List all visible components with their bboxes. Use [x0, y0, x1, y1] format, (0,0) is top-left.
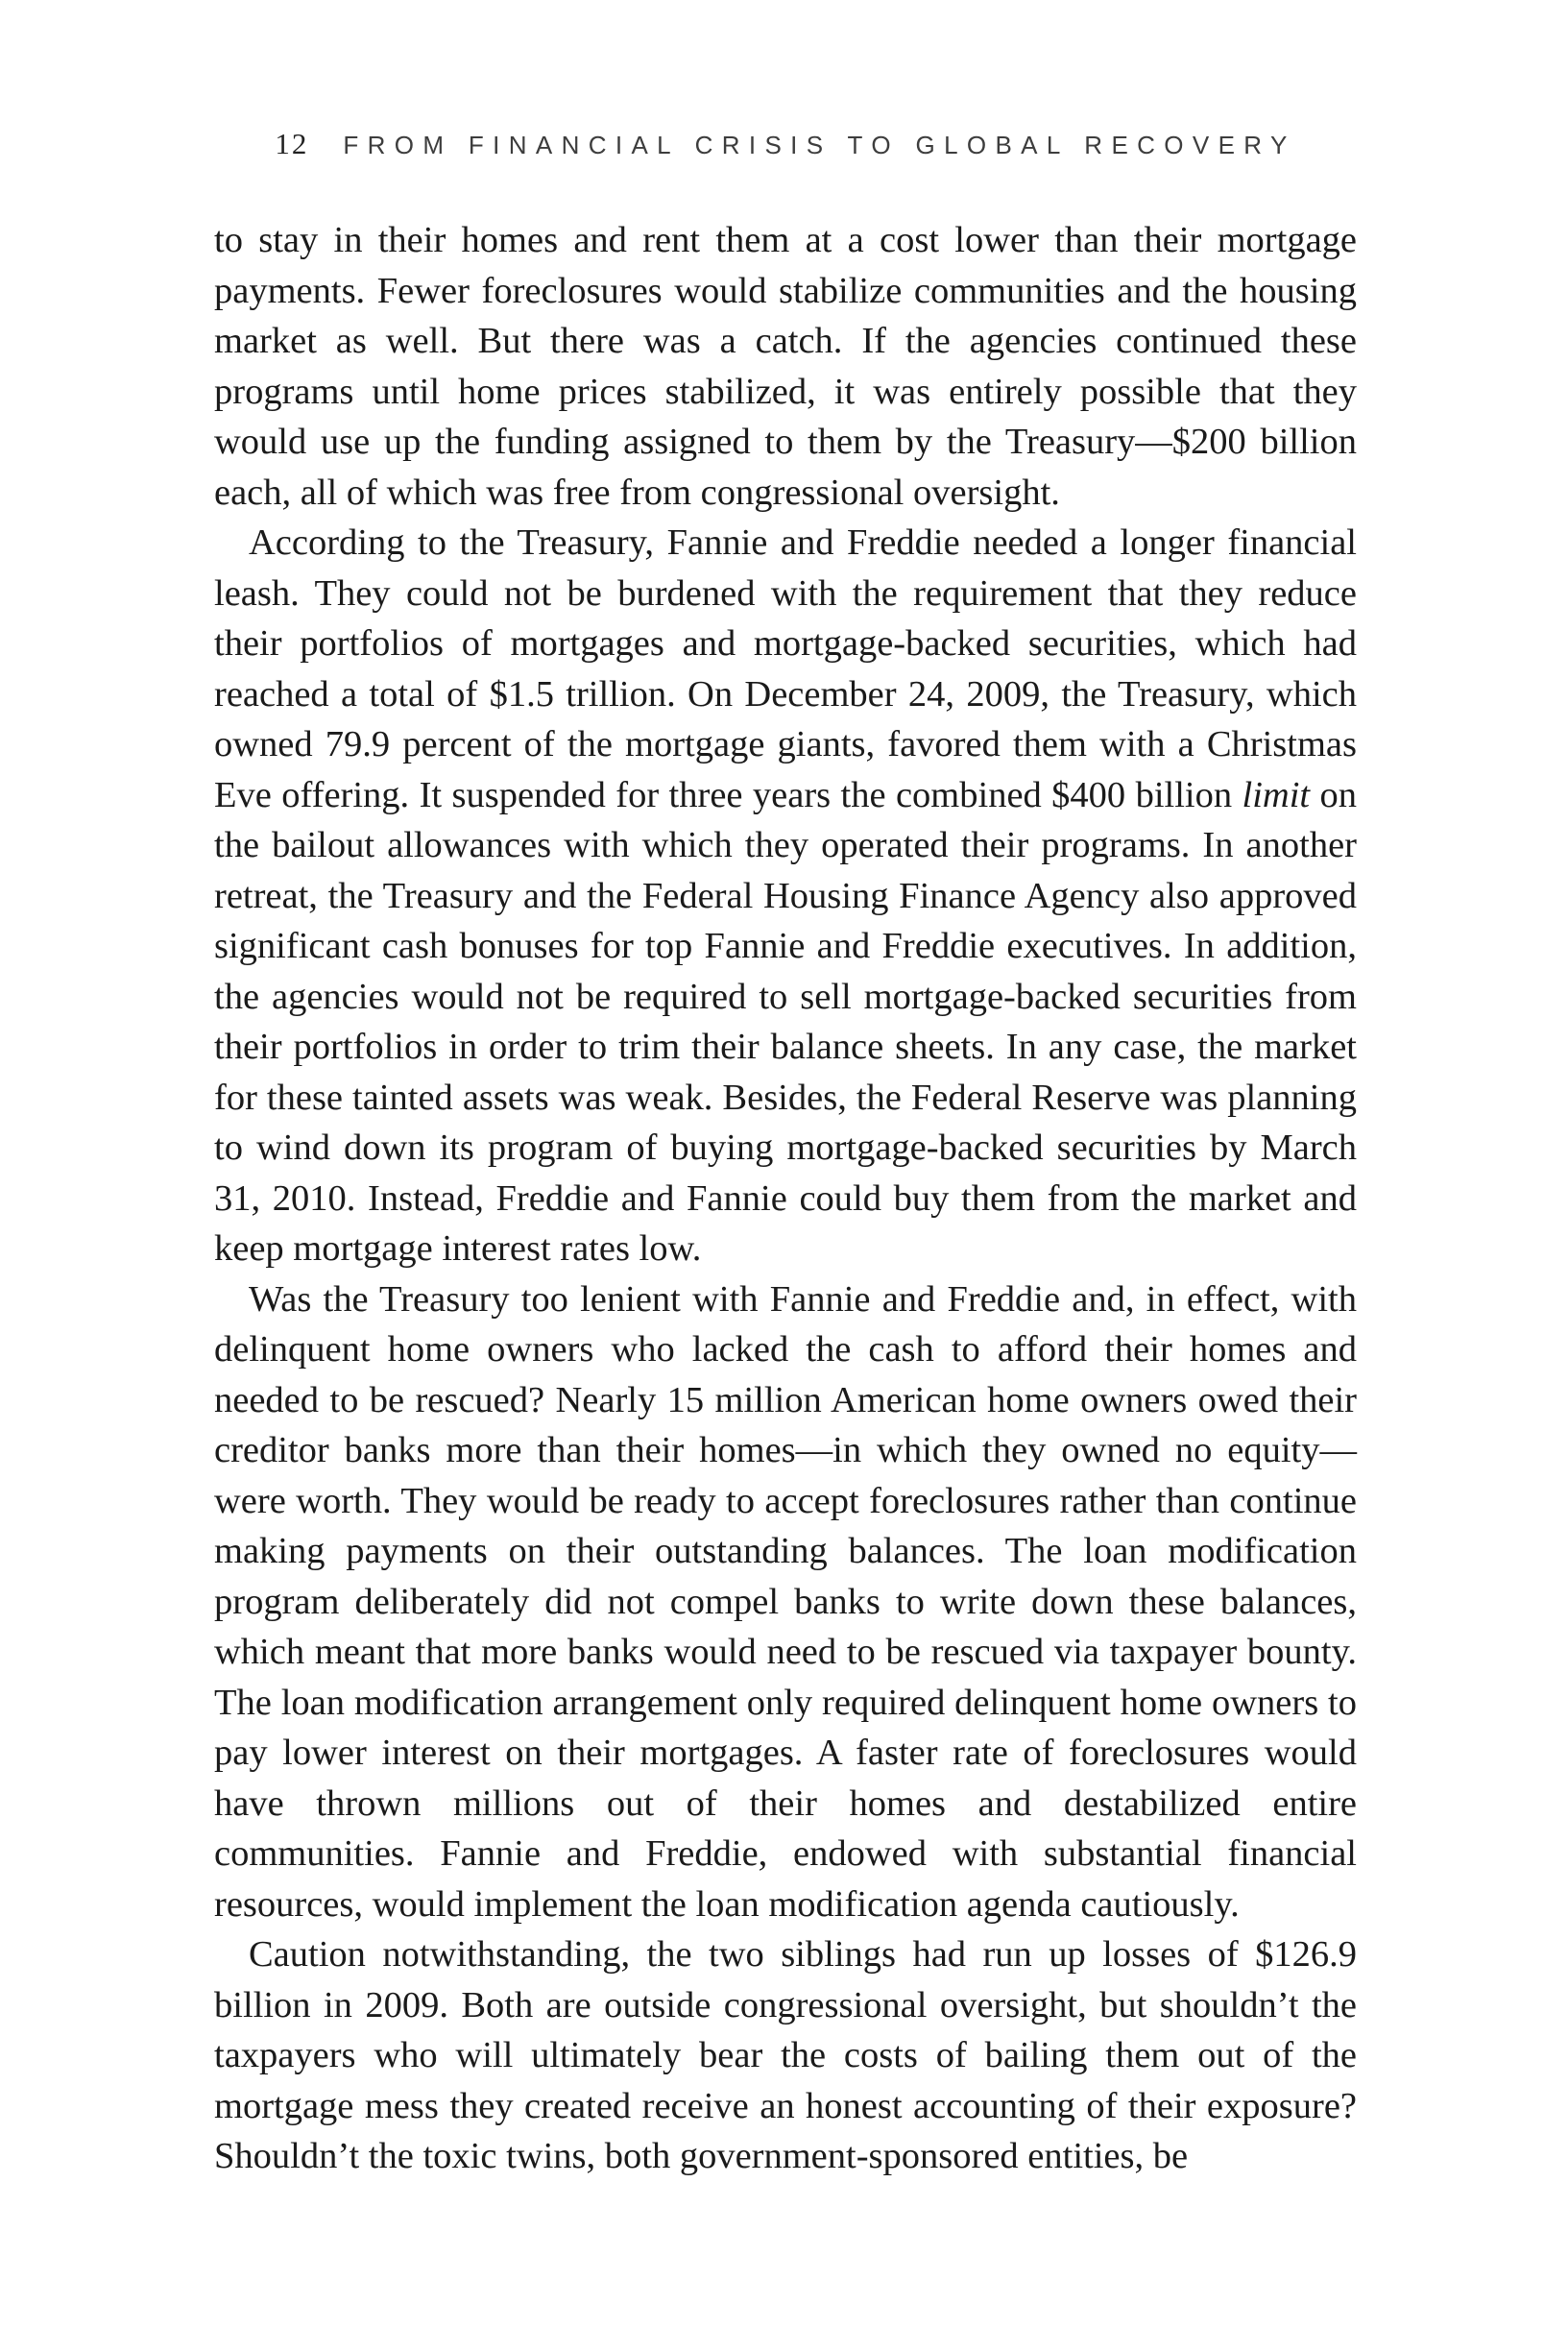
paragraph — [214, 1274, 1357, 1930]
page-header — [214, 127, 1357, 161]
body-text — [214, 215, 1357, 2182]
italic-word: limit — [1242, 774, 1311, 815]
text-run: to stay in their homes and rent them at a cost lower than their mortgage payments. Fewer foreclosures would stabilize communities and the housing market as well. But there was a catch. If the agencies continued these programs until home prices stabilized, it was entirely possible that they would use up the funding assigned to them by the Treasury—$200 billion each, all of which was free from congressional oversight. — [214, 220, 1357, 513]
text-run: According to the Treasury, Fannie and Freddie needed a longer financial leash. They could not be burdened with the requirement that they reduce their portfolios of mortgages and mortgage-backed securities, which had reached a total of $1.5 trillion. On December 24, 2009, the Treasury, which owned 79.9 percent of the mortgage giants, favored them with a Christmas Eve offering. It suspended for three years the combined $400 billion — [214, 522, 1357, 815]
text-run: Was the Treasury too lenient with Fannie and Freddie and, in effect, with delinquent home owners who lacked the cash to afford their homes and needed to be rescued? Nearly 15 million American home owners owed their creditor banks more than their homes—in which they owned no equity—were worth. They would be ready to accept foreclosures rather than continue making payments on their outstanding balances. The loan modification program deliberately did not compel banks to write down these balances, which meant that more banks would need to be rescued via taxpayer bounty. The loan modification arrangement only required delinquent home owners to pay lower interest on their mortgages. A faster rate of foreclosures would have thrown millions out of their homes and destabilized entire communities. Fannie and Freddie, endowed with substantial financial resources, would implement the loan modification agenda cautiously. — [214, 1278, 1357, 1925]
running-head: FROM FINANCIAL CRISIS TO GLOBAL RECOVERY — [343, 131, 1296, 159]
text-run: Caution notwithstanding, the two siblings had run up losses of $126.9 billion in 2009. Both are outside congressional oversight, but shouldn’t the taxpayers who will ultimately bear the costs of bailing them out of the mortgage mess they created receive an honest accounting of their exposure? Shouldn’t the toxic twins, both government-sponsored entities, be — [214, 1934, 1357, 2176]
paragraph — [214, 518, 1357, 1274]
text-run: on the bailout allowances with which they operated their programs. In another retreat, the Treasury and the Federal Housing Finance Agency also approved significant cash bonuses for top Fannie and Freddie executives. In addition, the agencies would not be required to sell mortgage-backed securities from their portfolios in order to trim their balance sheets. In any case, the market for these tainted assets was weak. Besides, the Federal Reserve was planning to wind down its program of buying mortgage-backed securities by March 31, 2010. Instead, Freddie and Fannie could buy them from the market and keep mortgage interest rates low. — [214, 774, 1358, 1269]
page-number: 12 — [275, 127, 309, 160]
paragraph — [214, 215, 1357, 518]
paragraph — [214, 1929, 1357, 2182]
